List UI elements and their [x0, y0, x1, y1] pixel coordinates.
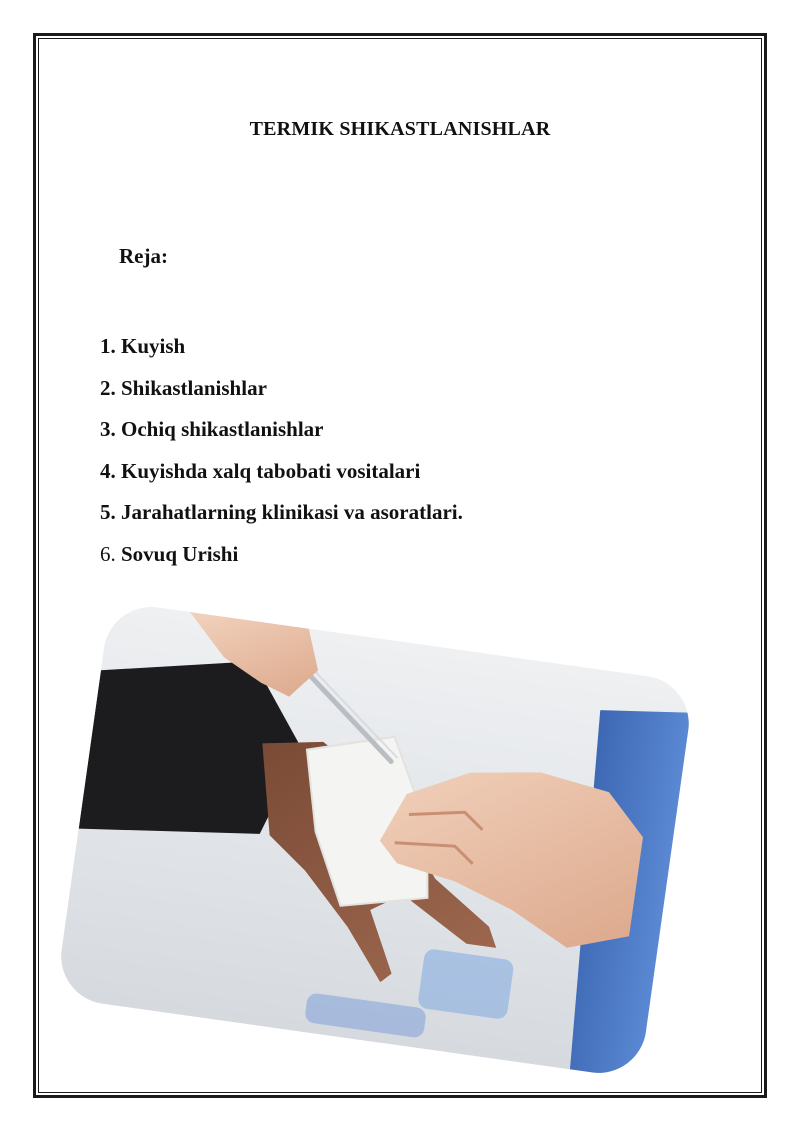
plan-item-text: Ochiq shikastlanishlar	[121, 417, 324, 441]
plan-item-6	[100, 534, 463, 576]
plan-item-text: Kuyishda xalq tabobati vositalari	[121, 458, 421, 483]
plan-item-number: 3.	[100, 417, 116, 441]
plan-item-text: Shikastlanishlar	[121, 375, 267, 400]
plan-item-1	[100, 326, 463, 368]
plan-item-4	[100, 451, 463, 493]
plan-heading: Reja:	[119, 244, 168, 268]
plan-item-number: 4.	[100, 458, 116, 483]
plan-list	[100, 326, 463, 575]
bandaging-photo-illustration	[55, 601, 695, 1079]
blurred-object	[417, 948, 514, 1020]
plan-item-2	[100, 368, 463, 410]
document-title: TERMIK SHIKASTLANISHLAR	[249, 118, 551, 140]
bandaging-photo	[55, 601, 695, 1079]
plan-item-number: 5.	[100, 500, 116, 524]
plan-item-text: Jarahatlarning klinikasi va asoratlari.	[121, 500, 463, 524]
plan-item-5	[100, 492, 463, 534]
plan-item-text: Kuyish	[121, 334, 186, 358]
plan-item-number: 2.	[100, 375, 116, 400]
plan-item-3	[100, 409, 463, 451]
plan-item-text: Sovuq Urishi	[121, 541, 239, 566]
plan-item-number: 1.	[100, 334, 116, 358]
plan-item-number: 6.	[100, 541, 116, 566]
